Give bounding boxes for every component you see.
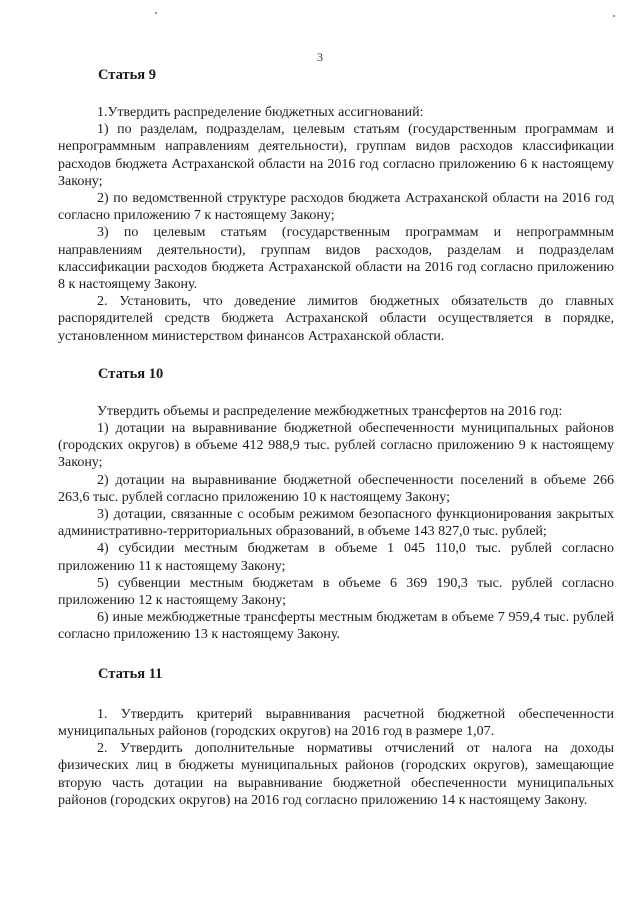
article-title: Статья 11 <box>98 665 163 682</box>
scan-speck <box>155 12 157 14</box>
paragraph: Утвердить объемы и распределение межбюджетных трансфертов на 2016 год: <box>97 403 563 419</box>
paragraph: 4) субсидии местным бюджетам в объеме 1 045 110,0 тыс. рублей согласно приложению 11 к настоящему Закону; <box>58 541 614 574</box>
article-title: Статья 9 <box>98 67 156 83</box>
paragraph: 1) дотации на выравнивание бюджетной обеспеченности муниципальных районов (городских округов) в объеме 412 988,9 тыс. рублей согласно приложению 9 к настоящему Закону; <box>58 421 614 471</box>
paragraph: 1. Утвердить критерий выравнивания расчетной бюджетной обеспеченности муниципальных районов (городских округов) на 2016 год в размере 1,07. <box>58 706 614 739</box>
paragraph: 3) дотации, связанные с особым режимом безопасного функционирования закрытых административно-территориальных образований, в объеме 143 827,0 тыс. рублей; <box>58 507 614 540</box>
paragraph: 1.Утвердить распределение бюджетных ассигнований: <box>97 105 424 120</box>
document-body <box>58 66 614 809</box>
paragraph: 2. Утвердить дополнительные нормативы отчислений от налога на доходы физических лиц в бюджеты муниципальных районов (городских округов), замещающие вторую часть дотации на выравнивание бюджетной обеспеченности муниципальных районов (городских округов) на 2016 год согласно приложению 14 к настоящему Закону. <box>58 741 614 808</box>
article-9 <box>58 66 614 345</box>
paragraph: 6) иные межбюджетные трансферты местным бюджетам в объеме 7 959,4 тыс. рублей согласно приложению 13 к настоящему Закону. <box>58 610 614 643</box>
paragraph: 1) по разделам, подразделам, целевым статьям (государственным программам и непрограммным направлениям деятельности), группам видов расходов классификации расходов бюджета Астраханской области на 2016 год согласно приложению 6 к настоящему Закону; <box>58 122 614 189</box>
paragraph: 2) по ведомственной структуре расходов бюджета Астраханской области на 2016 год согласно приложению 7 к настоящему Закону; <box>58 191 614 224</box>
article-10 <box>58 365 614 644</box>
article-11 <box>58 665 614 809</box>
article-title: Статья 10 <box>98 365 164 382</box>
paragraph: 2) дотации на выравнивание бюджетной обеспеченности поселений в объеме 266 263,6 тыс. рублей согласно приложению 10 к настоящему Закону; <box>58 472 614 505</box>
paragraph: 2. Установить, что доведение лимитов бюджетных обязательств до главных распорядителей средств бюджета Астраханской области осуществляется в порядке, установленном министерством финансов Астраханской области. <box>58 294 614 344</box>
paragraph: 3) по целевым статьям (государственным программам и непрограммным направлениям деятельности), группам видов расходов, разделам и подразделам классификации расходов бюджета Астраханской области на 2016 год согласно приложению 8 к настоящему Закону. <box>58 225 614 293</box>
scan-speck <box>613 15 615 17</box>
paragraph: 5) субвенции местным бюджетам в объеме 6 369 190,3 тыс. рублей согласно приложению 12 к настоящему Закону; <box>58 575 614 609</box>
page-number: 3 <box>317 50 323 64</box>
